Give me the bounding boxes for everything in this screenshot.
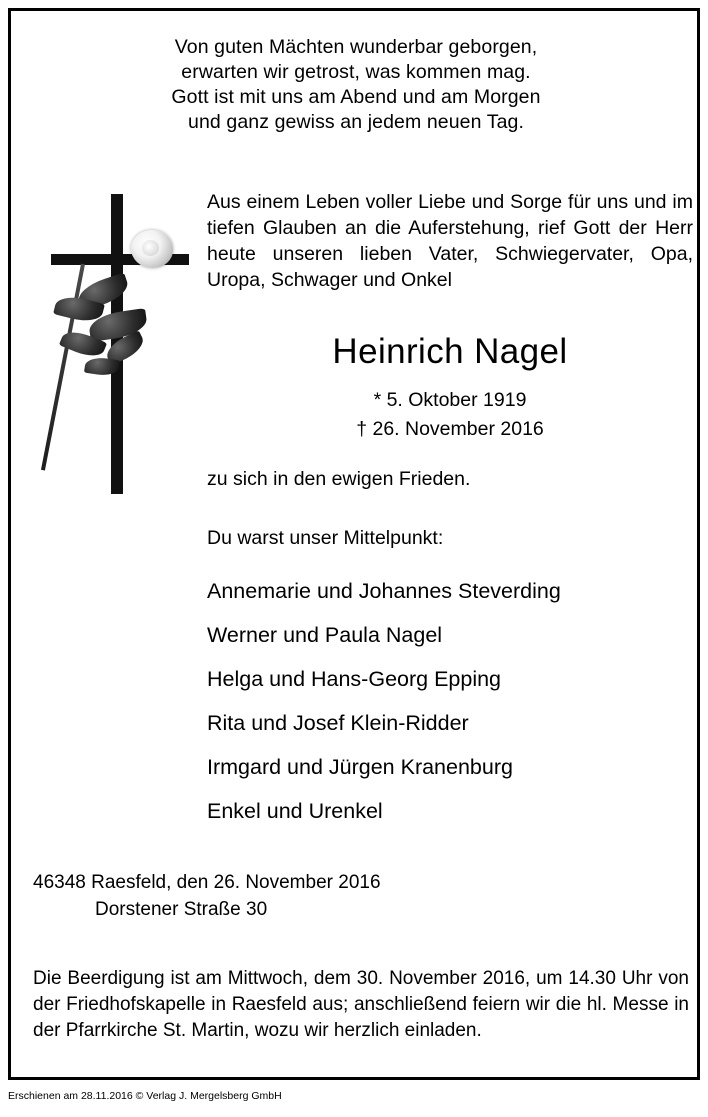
- birth-date: * 5. Oktober 1919: [373, 389, 527, 411]
- verse-line-2: erwarten wir getrost, was kommen mag.: [181, 61, 531, 83]
- family-list: [207, 569, 693, 833]
- rose-stem-icon: [41, 264, 85, 471]
- funeral-details: Die Beerdigung ist am Mittwoch, dem 30. November 2016, um 14.30 Uhr von der Friedhofskapelle in Raesfeld aus; anschließend feiern wir die hl. Messe in der Pfarrkirche St. Martin, wozu wir herzlich einladen.: [33, 968, 689, 1041]
- family-member: Rita und Josef Klein-Ridder: [207, 711, 469, 735]
- family-intro: Du warst unser Mittelpunkt:: [207, 527, 444, 549]
- family-member: Irmgard und Jürgen Kranenburg: [207, 755, 513, 779]
- obituary-card: [8, 8, 700, 1080]
- address-block: [33, 869, 673, 923]
- life-dates: [207, 386, 693, 444]
- publication-footer: Erschienen am 28.11.2016 © Verlag J. Mergelsberg GmbH: [8, 1090, 282, 1102]
- family-member: Helga und Hans-Georg Epping: [207, 667, 502, 691]
- family-member: Enkel und Urenkel: [207, 799, 383, 823]
- address-line-2: Dorstener Straße 30: [95, 899, 268, 920]
- obituary-card-inner: [11, 11, 697, 1077]
- verse-line-3: Gott ist mit uns am Abend und am Morgen: [171, 86, 541, 108]
- intro-text: Aus einem Leben voller Liebe und Sorge für uns und im tiefen Glauben an die Auferstehung, rief Gott der Herr heute unseren lieben Vater, Schwiegervater, Opa, Uropa, Schwager und Onkel: [207, 191, 693, 291]
- death-date: † 26. November 2016: [356, 418, 544, 440]
- address-line-1: 46348 Raesfeld, den 26. November 2016: [33, 872, 381, 893]
- verse-line-1: Von guten Mächten wunderbar geborgen,: [174, 36, 538, 58]
- white-rose-icon: [131, 230, 173, 268]
- closing-sentence: zu sich in den ewigen Frieden.: [207, 468, 471, 490]
- family-member: Werner und Paula Nagel: [207, 623, 443, 647]
- verse-block: [71, 35, 641, 135]
- cross-and-rose-artwork: [33, 186, 208, 506]
- deceased-name: Heinrich Nagel: [332, 332, 568, 371]
- verse-line-4: und ganz gewiss an jedem neuen Tag.: [188, 111, 524, 133]
- family-member: Annemarie und Johannes Steverding: [207, 579, 561, 603]
